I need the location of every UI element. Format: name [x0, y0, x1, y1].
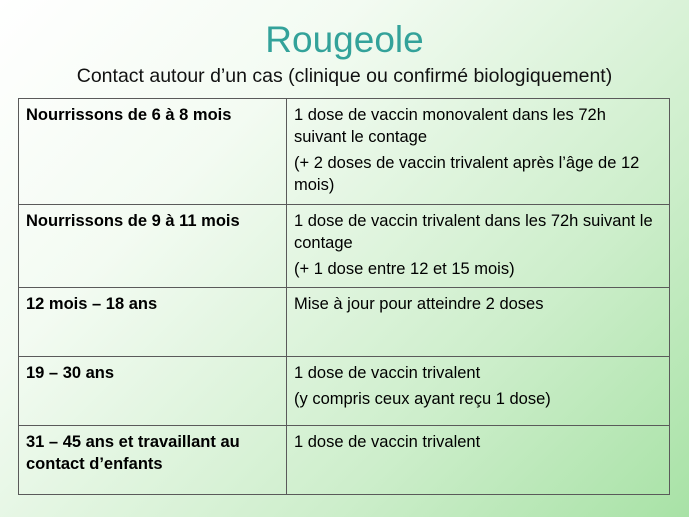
- table-row: [19, 288, 670, 357]
- recommendation-note: (+ 2 doses de vaccin trivalent après l’âge de 12 mois): [294, 154, 640, 194]
- age-group-cell: [19, 426, 287, 495]
- slide-title: Rougeole: [265, 19, 424, 60]
- age-group-label: Nourrissons de 6 à 8 mois: [26, 106, 232, 124]
- recommendation-text: 1 dose de vaccin trivalent: [294, 433, 481, 451]
- age-group-cell: [19, 288, 287, 357]
- recommendation-text: 1 dose de vaccin trivalent: [294, 364, 481, 382]
- recommendation-text: 1 dose de vaccin trivalent dans les 72h suivant le contage: [294, 212, 653, 252]
- age-group-cell: [19, 99, 287, 205]
- table-row: [19, 205, 670, 288]
- recommendation-note: (+ 1 dose entre 12 et 15 mois): [294, 260, 515, 278]
- age-group-cell: [19, 357, 287, 426]
- age-group-cell: [19, 205, 287, 288]
- recommendation-text: Mise à jour pour atteindre 2 doses: [294, 295, 544, 313]
- age-group-label: Nourrissons de 9 à 11 mois: [26, 212, 240, 230]
- table-row: [19, 357, 670, 426]
- recommendation-cell: [287, 357, 670, 426]
- age-group-label: 19 – 30 ans: [26, 364, 115, 382]
- recommendation-cell: [287, 288, 670, 357]
- recommendation-cell: [287, 99, 670, 205]
- age-group-label: 12 mois – 18 ans: [26, 295, 158, 313]
- slide-subtitle: Contact autour d’un cas (clinique ou confirmé biologiquement): [76, 65, 613, 87]
- recommendation-text: 1 dose de vaccin monovalent dans les 72h suivant le contage: [294, 106, 606, 146]
- recommendation-cell: [287, 205, 670, 288]
- table-row: [19, 426, 670, 495]
- table-row: [19, 99, 670, 205]
- recommendation-note: (y compris ceux ayant reçu 1 dose): [294, 390, 551, 408]
- vaccination-table: [18, 98, 670, 495]
- age-group-label: 31 – 45 ans et travaillant au contact d’enfants: [26, 433, 240, 473]
- recommendation-cell: [287, 426, 670, 495]
